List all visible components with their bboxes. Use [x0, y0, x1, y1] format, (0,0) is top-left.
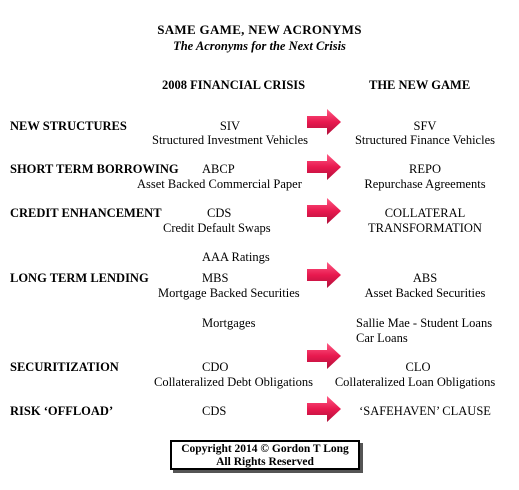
right-acronym-sfv: SFV	[413, 119, 437, 133]
left-acronym-mbs: MBS	[202, 271, 229, 285]
left-desc-mbs: Mortgage Backed Securities	[158, 286, 300, 300]
arrow-right-icon	[307, 343, 341, 369]
row-label-risk-offload: RISK ‘OFFLOAD’	[10, 404, 114, 418]
page-title: SAME GAME, NEW ACRONYMS	[157, 22, 362, 37]
right-desc-sfv: Structured Finance Vehicles	[354, 133, 495, 147]
copyright-line: Copyright 2014 © Gordon T Long	[181, 443, 349, 455]
row-label-securitization: SECURITIZATION	[10, 360, 119, 374]
right-student-loans: Sallie Mae - Student Loans	[356, 316, 493, 330]
arrow-right-icon	[307, 198, 341, 224]
right-safehaven-clause: ‘SAFEHAVEN’ CLAUSE	[359, 404, 491, 418]
left-desc-abcp: Asset Backed Commercial Paper	[137, 177, 302, 191]
left-desc-siv: Structured Investment Vehicles	[152, 133, 308, 147]
page-subtitle: The Acronyms for the Next Crisis	[173, 39, 346, 53]
left-acronym-cds: CDS	[207, 206, 232, 220]
rights-reserved-line: All Rights Reserved	[216, 456, 314, 468]
column-header-2008: 2008 FINANCIAL CRISIS	[162, 78, 306, 92]
right-acronym-collateral: COLLATERAL	[384, 206, 466, 220]
right-acronym-clo: CLO	[405, 360, 431, 374]
arrow-right-icon	[307, 396, 341, 422]
right-desc-repo: Repurchase Agreements	[364, 177, 486, 191]
arrow-right-icon	[307, 262, 341, 288]
row-label-credit-enhancement: CREDIT ENHANCEMENT	[10, 206, 162, 220]
right-desc-transformation: TRANSFORMATION	[368, 221, 482, 235]
left-acronym-abcp: ABCP	[202, 162, 235, 176]
row-label-new-structures: NEW STRUCTURES	[10, 119, 127, 133]
row-label-short-term-borrowing: SHORT TERM BORROWING	[10, 162, 179, 176]
copyright-box	[170, 440, 360, 470]
left-acronym-siv: SIV	[219, 119, 241, 133]
right-car-loans: Car Loans	[356, 331, 408, 345]
left-acronym-cdo: CDO	[202, 360, 229, 374]
left-desc-cdo: Collateralized Debt Obligations	[154, 375, 313, 389]
right-acronym-repo: REPO	[409, 162, 441, 176]
left-desc-cds: Credit Default Swaps	[163, 221, 271, 235]
left-pre-aaa-ratings: AAA Ratings	[202, 250, 270, 264]
column-header-new-game: THE NEW GAME	[369, 78, 471, 92]
left-mortgages: Mortgages	[202, 316, 256, 330]
row-label-long-term-lending: LONG TERM LENDING	[10, 271, 149, 285]
arrow-right-icon	[307, 109, 341, 135]
right-desc-clo: Collateralized Loan Obligations	[334, 375, 496, 389]
right-desc-abs: Asset Backed Securities	[364, 286, 486, 300]
left-acronym-cds-offload: CDS	[202, 404, 227, 418]
arrow-right-icon	[307, 154, 341, 180]
right-acronym-abs: ABS	[412, 271, 438, 285]
